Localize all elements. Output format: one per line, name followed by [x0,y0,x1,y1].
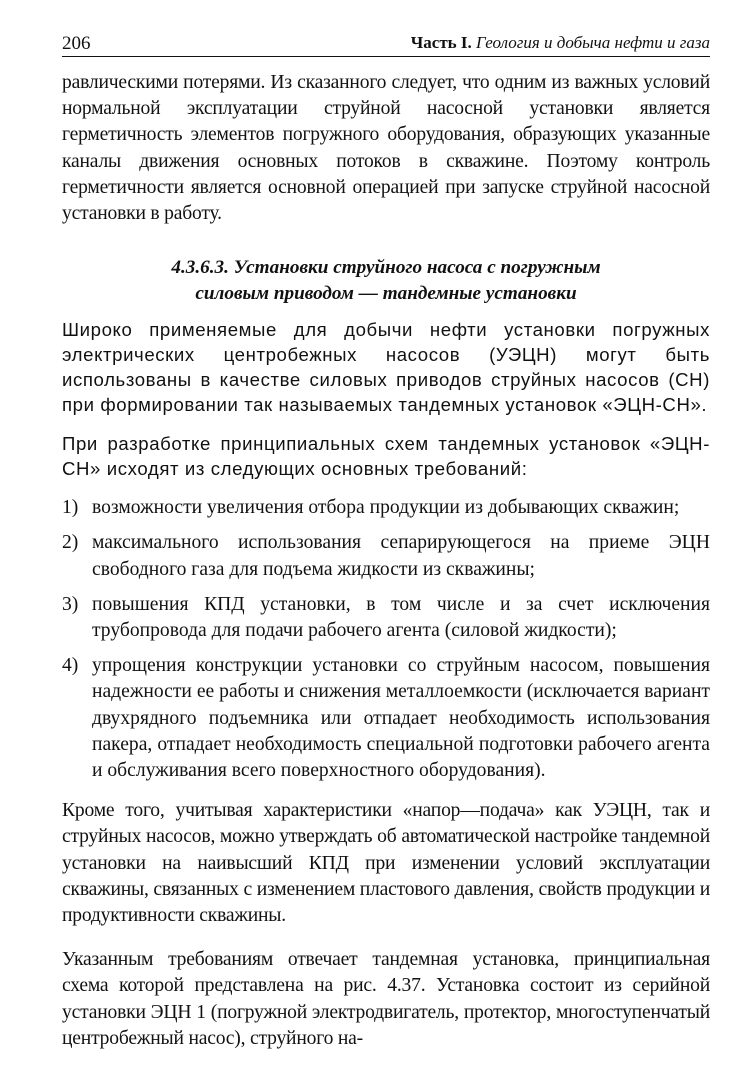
requirements-list [62,495,710,784]
page-number: 206 [62,33,91,54]
paragraph-installation: Указанным требованиям отвечает тандемная установка, принципиальная схема которой представлена на рис. 4.37. Установка состоит из серийной установки ЭЦН 1 (погружной электродвигатель, протектор, многоступенчатый центробежный насос), струйного на- [62,949,710,1049]
list-item-number: 1) [62,497,79,519]
list-item [62,530,710,582]
list-item-text: возможности увеличения отбора продукции из добывающих скважин; [92,497,680,519]
list-item-text: повышения КПД установки, в том числе и за счет исключения трубопровода для подачи рабочего агента (силовой жидкости); [92,593,710,642]
paragraph-requirements-intro: При разработке принципиальных схем тандемных установок «ЭЦН-СН» исходят из следующих основных требований: [62,433,710,480]
section-heading-line-1: 4.3.6.3. Установки струйного насоса с погружным [171,257,601,279]
list-item-number: 3) [62,593,79,615]
list-item-text: максимального использования сепарирующегося на приеме ЭЦН свободного газа для подъема жидкости из скважины; [92,532,710,580]
section-heading [62,255,710,307]
list-item [62,495,710,521]
paragraph-uecn: Широко применяемые для добычи нефти установки погружных электрических центробежных насосов (УЭЦН) могут быть использованы в качестве силовых приводов струйных насосов (СН) при формировании так называемых тандемных установок «ЭЦН-СН». [62,319,710,416]
list-item-number: 4) [62,655,79,677]
list-item-number: 2) [62,532,79,554]
intro-paragraph: равлическими потерями. Из сказанного следует, что одним из важных условий нормальной эксплуатации струйной насосной установки является герметичность элементов погружного оборудования, образующих указанные каналы движения основных потоков в скважине. Поэтому контроль герметичности является основной операцией при запуске струйной насосной установки в работу. [62,72,710,225]
list-item [62,592,710,644]
list-item [62,653,710,784]
part-label: Часть I. [410,33,472,52]
page-header [62,30,710,57]
page-body [62,70,710,1052]
list-item-text: упрощения конструкции установки со струйным насосом, повышения надежности ее работы и снижения металлоемкости (исключается вариант двухрядного подъемника или отпадает необходимость использования пакера, отпадает необходимость специальной подготовки рабочего агента и обслуживания всего поверхностного оборудования). [92,655,710,782]
part-title: Геология и добыча нефти и газа [476,33,710,52]
section-heading-line-2: силовым приводом — тандемные установки [195,283,577,305]
running-head [411,33,710,53]
paragraph-characteristics: Кроме того, учитывая характеристики «напор—подача» как УЭЦН, так и струйных насосов, можно утверждать об автоматической настройке тандемной установки на наивысший КПД при изменении условий эксплуатации скважины, связанных с изменением пластового давления, свойств продукции и продуктивности скважины. [62,800,710,927]
